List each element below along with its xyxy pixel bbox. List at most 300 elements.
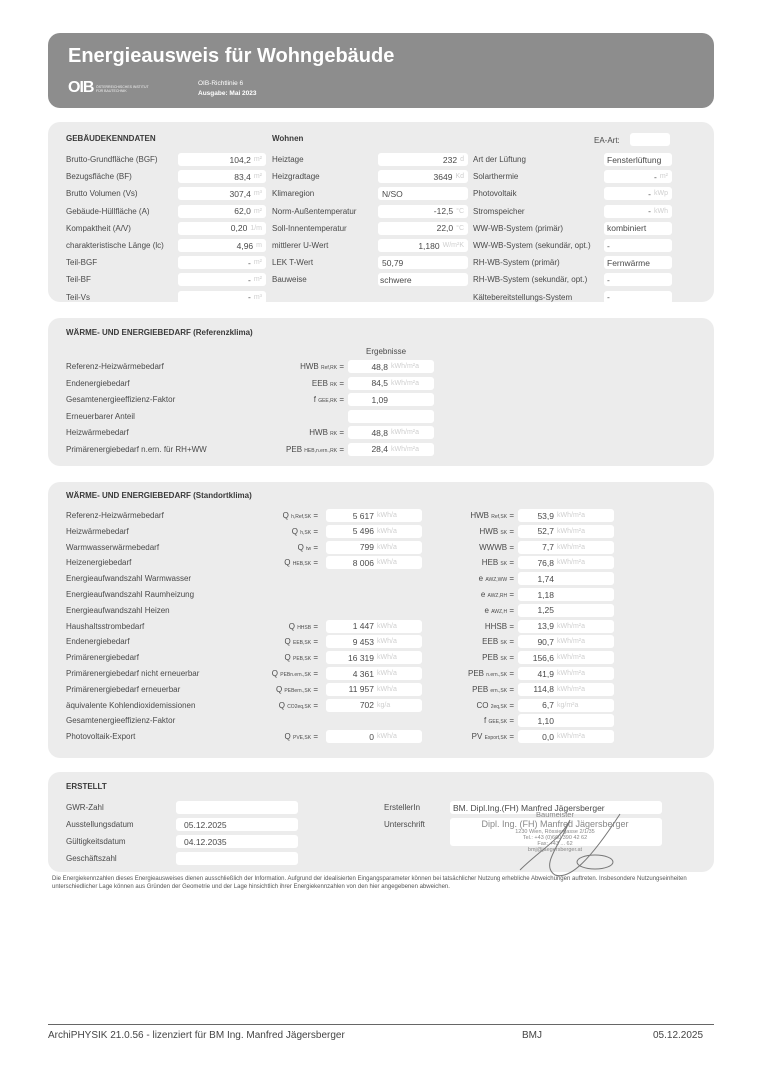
value-field [604, 239, 672, 252]
equals-sign: = [507, 574, 514, 584]
logo-mark: OIB [68, 79, 94, 96]
value: 48,8 [371, 427, 388, 438]
symbol-subscript: HEB,n.ern.,RK [304, 447, 338, 454]
stamp-line: Dipl. Ing. (FH) Manfred Jägersberger [481, 819, 629, 829]
unit: kWp [654, 190, 668, 198]
value: 1,74 [537, 573, 554, 584]
value: 799 [359, 542, 374, 553]
formula-symbol [476, 701, 514, 710]
symbol-subscript: n.ern.,SK [486, 672, 508, 678]
equals-sign: = [337, 362, 344, 371]
symbol-subscript: h,Ref,SK [291, 514, 312, 520]
symbol-subscript: AWZ,WW [485, 577, 508, 584]
field-label: Art der Lüftung [473, 155, 526, 164]
ea-art-label: EA-Art: [594, 136, 620, 145]
formula-symbol [470, 511, 514, 520]
unit: kg/m²a [557, 701, 579, 709]
value: 28,4 [371, 444, 388, 454]
field-label: LEK T-Wert [272, 258, 314, 268]
field-label: Haushaltsstrombedarf [66, 621, 145, 631]
symbol: WWWB [479, 542, 508, 552]
field-label: Referenz-Heizwärmebedarf [66, 362, 164, 371]
equals-sign: = [509, 621, 514, 631]
field-label: Heizwärmebedarf [66, 526, 129, 536]
equals-sign: = [311, 732, 318, 742]
stamp-line: Tel.: +43 (0)660 390 42 62 [522, 835, 588, 841]
field-label: RH-WB-System (sekundär, opt.) [473, 275, 588, 285]
value-field [604, 153, 672, 166]
absolute-value-field [326, 699, 422, 712]
value: 90,7 [537, 636, 554, 647]
symbol-subscript: SK [500, 561, 508, 568]
result-field [348, 360, 434, 373]
value: 13,9 [537, 621, 554, 632]
date-field [176, 835, 298, 848]
equals-sign: = [507, 590, 514, 599]
symbol-subscript: 2eq,SK [490, 703, 508, 710]
result-field [348, 410, 434, 423]
value-field [178, 291, 266, 304]
unit: kWh/m²a [391, 363, 419, 370]
absolute-value-field [326, 651, 422, 664]
symbol-subscript: PEBern.,SK [284, 687, 312, 694]
value: 7,7 [542, 542, 554, 553]
unit: kWh/m²a [557, 685, 585, 693]
symbol-subscript: Export,SK [484, 735, 508, 742]
oib-logo [68, 79, 149, 97]
unit: kWh/m²a [557, 622, 585, 630]
equals-sign: = [507, 653, 514, 663]
value: 4,96 [236, 240, 254, 251]
value: - [607, 292, 610, 303]
formula-symbol [484, 606, 514, 615]
field-label: Teil-BGF [66, 258, 98, 268]
value: 0,20 [230, 223, 248, 234]
value: 232 [442, 154, 458, 165]
field-label: WW-WB-System (primär) [473, 223, 564, 233]
symbol-subscript: SK [500, 529, 508, 536]
document-title: Energieausweis für Wohngebäude [68, 45, 395, 67]
value-field [178, 273, 266, 286]
field-label: Primärenergiebedarf [66, 653, 139, 663]
equals-sign: = [507, 684, 514, 694]
field-label: Teil-BF [66, 275, 91, 285]
equals-sign: = [507, 526, 514, 536]
value-field [604, 273, 672, 286]
field-label: Kompaktheit (A/V) [66, 223, 131, 233]
absolute-value-field [326, 730, 422, 743]
field-label: Heizwärmebedarf [66, 428, 129, 437]
software-license: ArchiPHYSIK 21.0.56 - lizenziert für BM Ing. Manfred Jägersberger [48, 1030, 345, 1041]
formula-symbol [285, 653, 318, 662]
field-label: Brutto-Grundfläche (BGF) [66, 155, 158, 164]
specific-value-field [518, 572, 614, 585]
symbol: PEB [286, 444, 303, 454]
absolute-value-field [326, 556, 422, 569]
field-label: GWR-Zahl [66, 803, 104, 812]
symbol-subscript: RK [330, 381, 338, 388]
specific-value-field [518, 588, 614, 601]
symbol: HWB [309, 428, 328, 437]
value-field [378, 205, 468, 218]
value-field [378, 239, 468, 252]
field-label: äquivalente Kohlendioxidemissionen [66, 700, 196, 710]
field-label: WW-WB-System (sekundär, opt.) [473, 241, 591, 250]
specific-value-field [518, 683, 614, 696]
value: 52,7 [537, 526, 554, 537]
value: 1 447 [352, 621, 374, 632]
value: 156,6 [532, 652, 554, 663]
absolute-value-field [326, 525, 422, 538]
value: 76,8 [537, 557, 554, 568]
symbol-subscript: GEE,SK [488, 719, 508, 726]
value: - [247, 274, 251, 285]
creator-field: BM. Dipl.Ing.(FH) Manfred Jägersberger [450, 801, 662, 814]
symbol-subscript: PVE,SK [293, 735, 312, 742]
value: - [607, 274, 610, 285]
formula-symbol [482, 558, 514, 567]
field-label: RH-WB-System (primär) [473, 258, 560, 268]
symbol: f [313, 395, 316, 404]
value-field [178, 256, 266, 269]
symbol: e [478, 574, 484, 584]
symbol: PEB [467, 669, 484, 678]
symbol: HWB [479, 526, 499, 536]
value: 1,180 [418, 240, 440, 251]
value: schwere [380, 274, 412, 285]
disclaimer: Die Energiekennzahlen dieses Energieausweises dienen ausschließlich der Information. Aufgrund der idealisierten Eingangsparameter können bei tatsächlicher Nutzung erhebliche Abweichungen auftreten. Insbesondere Nutzungseinheiten unterschiedlicher Lage können aus Gründen der Geometrie und der Lage hinsichtlich ihrer Energiekennzahlen von den hier angegebenen abweichen. [52, 876, 687, 890]
value: - [607, 240, 610, 251]
value: N/SO [382, 188, 403, 199]
field-label: Solarthermie [473, 172, 519, 182]
unit: kWh/m²a [557, 638, 585, 646]
value: 11 957 [348, 684, 374, 695]
field-label: Gebäude-Hüllfläche (A) [66, 206, 150, 216]
unit: kWh/a [377, 685, 397, 693]
formula-symbol [292, 527, 318, 536]
value: - [247, 292, 251, 303]
handwritten-signature [500, 810, 640, 882]
formula-symbol [285, 637, 318, 646]
absolute-value-field [326, 683, 422, 696]
value: 702 [359, 700, 374, 711]
unit: kWh [654, 207, 668, 215]
symbol: Q [284, 637, 291, 647]
formula-symbol [482, 637, 514, 646]
value: 41,9 [537, 668, 554, 679]
value: -12,5 [433, 206, 454, 217]
formula-symbol [312, 379, 344, 388]
field-label: Primärenergiebedarf nicht erneuerbar [66, 669, 200, 678]
symbol: CO [476, 700, 489, 710]
value: kombiniert [607, 223, 647, 234]
specific-value-field [518, 620, 614, 633]
formula-symbol [479, 543, 514, 552]
symbol-subscript: SK [500, 640, 508, 647]
field-label: Endenergiebedarf [66, 637, 130, 647]
value: 307,4 [229, 188, 251, 199]
unit: kWh/m²a [391, 445, 419, 453]
formula-symbol [480, 527, 514, 536]
date-field [176, 818, 298, 831]
field-label: Gesamtenergieeffizienz-Faktor [66, 395, 176, 404]
symbol: Q [288, 621, 295, 631]
formula-symbol [472, 732, 514, 741]
formula-symbol [298, 543, 318, 552]
equals-sign: = [311, 684, 318, 694]
value: 0 [369, 731, 374, 742]
symbol: e [480, 590, 486, 599]
field-label: Teil-Vs [66, 292, 91, 302]
unit: kWh/a [377, 638, 397, 646]
equals-sign: = [507, 511, 514, 520]
value: 16 319 [348, 652, 374, 663]
equals-sign: = [507, 700, 514, 710]
field-label: Heizenergiebedarf [66, 558, 132, 568]
results-header: Ergebnisse [366, 347, 407, 356]
unit: m² [253, 259, 262, 267]
unit: kWh/a [377, 527, 397, 535]
symbol: HWB [470, 511, 490, 520]
creator-label: ErstellerIn [384, 803, 421, 812]
formula-symbol [482, 653, 514, 662]
value-field [604, 187, 672, 200]
field-label: Bezugsfläche (BF) [66, 172, 132, 182]
equals-sign: = [311, 526, 318, 536]
value: 104,2 [229, 154, 251, 165]
edition: Ausgabe: Mai 2023 [198, 90, 257, 97]
value: - [648, 206, 651, 217]
value-field [378, 256, 468, 269]
value: 114,8 [533, 684, 554, 695]
unit: kWh/a [377, 559, 397, 567]
field-label: Warmwasserwärmebedarf [66, 542, 160, 552]
signature-stamp [470, 810, 640, 880]
symbol-subscript: GEE,RK [318, 398, 338, 404]
value-field [604, 170, 672, 183]
symbol: f [484, 716, 487, 726]
formula-symbol [481, 590, 514, 599]
date-field [176, 801, 298, 814]
formula-symbol [289, 622, 318, 631]
unit: kWh/m²a [557, 527, 585, 535]
formula-symbol [284, 558, 318, 567]
value: 53,9 [537, 510, 554, 521]
equals-sign: = [507, 669, 514, 678]
field-label: Gültigkeitsdatum [66, 837, 126, 846]
value: - [247, 257, 251, 268]
value: 1,18 [537, 589, 554, 600]
symbol: PEB [482, 653, 499, 663]
value: 05.12.2025 [184, 819, 227, 830]
field-label: Energieaufwandszahl Warmwasser [66, 574, 192, 584]
field-label: Heiztage [272, 155, 304, 164]
stamp-line: bmj@jaegersberger.at [527, 847, 583, 853]
equals-sign: = [337, 428, 344, 437]
value-field [378, 273, 468, 286]
unit: kWh/m²a [557, 670, 585, 677]
formula-symbol [272, 669, 318, 678]
symbol: PEB [472, 684, 489, 694]
specific-value-field [518, 730, 614, 743]
signature-label: Unterschrift [384, 820, 425, 829]
field-label: Soll-Innentemperatur [272, 223, 347, 233]
equals-sign: = [507, 716, 514, 726]
symbol-subscript: ern.,SK [490, 687, 508, 694]
section-title: WÄRME- UND ENERGIEBEDARF (Standortklima) [66, 491, 252, 500]
symbol-subscript: EEB,SK [293, 640, 312, 647]
unit: W/m²K [442, 242, 464, 249]
equals-sign: = [337, 444, 344, 454]
symbol-subscript: Ref,SK [491, 514, 508, 520]
value: 83,4 [234, 171, 251, 182]
symbol: HHSB [484, 621, 508, 631]
guideline-info [198, 79, 257, 99]
footer-date: 05.12.2025 [653, 1030, 704, 1041]
value: Fernwärme [607, 257, 650, 268]
equals-sign: = [311, 558, 318, 568]
symbol-subscript: tw [306, 545, 312, 552]
logo-text: ÖSTERREICHISCHES INSTITUT FÜR BAUTECHNIK [96, 85, 149, 93]
equals-sign: = [509, 542, 514, 552]
specific-value-field [518, 525, 614, 538]
field-label: Referenz-Heizwärmebedarf [66, 511, 164, 520]
value: 5 496 [352, 526, 374, 537]
equals-sign: = [507, 605, 514, 615]
stamp-line: 1230 Wien, Rössiergasse 2/1/35 [515, 829, 595, 835]
unit: kWh/m²a [391, 379, 419, 387]
unit: m³ [253, 293, 262, 301]
absolute-value-field [326, 541, 422, 554]
absolute-value-field [326, 667, 422, 680]
field-label: Photovoltaik-Export [66, 732, 136, 742]
equals-sign: = [311, 700, 318, 710]
equals-sign: = [311, 637, 318, 647]
value-field [178, 239, 266, 252]
value: 5 617 [352, 510, 374, 521]
value-field [604, 222, 672, 235]
formula-symbol [314, 395, 344, 404]
field-label: Klimaregion [272, 189, 315, 199]
symbol: EEB [482, 637, 499, 647]
formula-symbol [479, 574, 514, 583]
value: 22,0 [436, 223, 454, 234]
symbol-subscript: Ref,RK [320, 365, 338, 371]
equals-sign: = [311, 669, 318, 678]
field-label: Erneuerbarer Anteil [66, 411, 135, 421]
symbol: e [484, 605, 489, 615]
unit: kWh/a [377, 733, 397, 741]
formula-symbol [283, 511, 318, 520]
unit: kWh/m²a [557, 512, 585, 519]
unit: kWh/m²a [557, 559, 585, 567]
symbol-subscript: AWZ,RH [487, 593, 508, 599]
symbol: Q [284, 653, 291, 663]
unit: m [256, 242, 262, 249]
field-label: Endenergiebedarf [66, 378, 130, 388]
unit: kWh/m²a [557, 543, 585, 551]
unit: kWh/a [377, 654, 397, 662]
field-label: Photovoltaik [473, 189, 517, 199]
field-label: mittlerer U-Wert [272, 241, 329, 250]
result-field [348, 393, 434, 406]
formula-symbol [468, 669, 514, 678]
date-field [176, 852, 298, 865]
specific-value-field [518, 541, 614, 554]
equals-sign: = [507, 732, 514, 742]
field-label: Kältebereitstellungs-System [473, 292, 573, 302]
formula-symbol [279, 701, 318, 710]
value-field [178, 153, 266, 166]
unit: kg/a [377, 701, 391, 709]
unit: m³ [253, 190, 262, 198]
unit: °C [456, 207, 464, 215]
certificate-header [48, 33, 714, 108]
field-label: Ausstellungsdatum [66, 820, 134, 829]
field-label: Bauweise [272, 275, 307, 285]
stamp-line: Baumeister [536, 810, 574, 819]
equals-sign: = [507, 558, 514, 568]
ea-art-field [630, 133, 670, 146]
field-label: Norm-Außentemperatur [272, 206, 357, 216]
author-initials: BMJ [522, 1030, 542, 1041]
symbol: HWB [300, 362, 319, 371]
symbol: EEB [311, 378, 328, 388]
formula-symbol [472, 685, 514, 694]
symbol-subscript: HHSB [297, 624, 312, 631]
value-field [178, 205, 266, 218]
value: 48,8 [371, 361, 388, 372]
value-field [178, 170, 266, 183]
value: 62,0 [234, 206, 251, 217]
value: 84,5 [371, 378, 388, 388]
formula-symbol [484, 716, 514, 725]
unit: kWh/a [377, 622, 397, 630]
field-label: Stromspeicher [473, 206, 525, 216]
usage-title: Wohnen [272, 134, 304, 143]
value: 1,25 [537, 605, 554, 616]
unit: m² [253, 276, 262, 284]
unit: Kd [455, 173, 464, 181]
symbol-subscript: RK [330, 431, 338, 437]
specific-value-field [518, 714, 614, 727]
symbol: Q [291, 526, 299, 536]
specific-value-field [518, 635, 614, 648]
symbol-subscript: CO2eq,SK [287, 703, 312, 710]
section-title: GEBÄUDEKENNDATEN [66, 134, 156, 143]
unit: kWh/m²a [557, 654, 585, 662]
reference-climate-panel [48, 318, 714, 466]
value-field [178, 222, 266, 235]
value: 0,0 [542, 731, 554, 742]
value: - [653, 171, 657, 182]
value-field [604, 291, 672, 304]
value: 1,10 [537, 715, 554, 726]
symbol: Q [282, 511, 289, 520]
symbol: Q [271, 669, 278, 678]
specific-value-field [518, 699, 614, 712]
field-label: Brutto Volumen (Vs) [66, 189, 138, 199]
unit: kWh/a [377, 543, 397, 551]
field-label: Primärenergiebedarf erneuerbar [66, 684, 181, 694]
value: 3649 [433, 171, 453, 182]
formula-symbol [300, 362, 344, 371]
value-field [378, 170, 468, 183]
unit: m² [253, 156, 262, 163]
site-climate-panel [48, 482, 714, 758]
unit: °C [456, 224, 464, 232]
specific-value-field [518, 509, 614, 522]
